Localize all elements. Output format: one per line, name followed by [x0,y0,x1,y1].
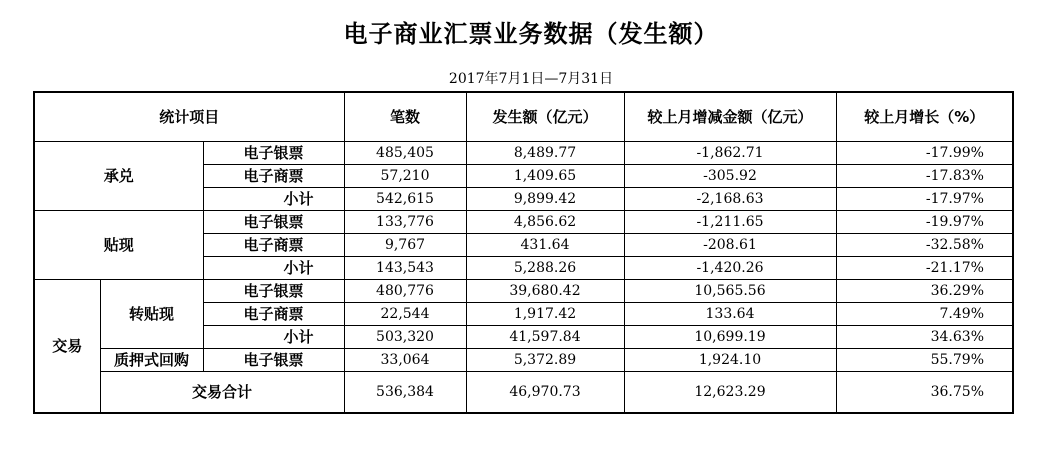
cell-amount: 39,680.42 [466,280,624,303]
cell-count: 480,776 [344,280,466,303]
cell-growth: 34.63% [836,326,1013,349]
header-count: 笔数 [344,92,466,142]
group-rediscount: 转贴现 [100,280,203,349]
date-range: 2017年7月1日—7月31日 [448,71,614,87]
cell-change: 10,699.19 [624,326,836,349]
cell-count: 536,384 [344,372,466,414]
cell-change: 133.64 [624,303,836,326]
data-table [33,91,1014,414]
cell-count: 133,776 [344,211,466,234]
cell-change: -305.92 [624,165,836,188]
header-row [34,92,1013,142]
header-amount: 发生额（亿元） [466,92,624,142]
table-row [34,349,1013,372]
cell-amount: 41,597.84 [466,326,624,349]
cell-change: 10,565.56 [624,280,836,303]
cell-growth: -32.58% [836,234,1013,257]
cell-change: -2,168.63 [624,188,836,211]
cell-count: 485,405 [344,142,466,165]
cell-change: -208.61 [624,234,836,257]
cell-growth: 7.49% [836,303,1013,326]
table-row [34,280,1013,303]
cell-growth: -17.97% [836,188,1013,211]
cell-count: 542,615 [344,188,466,211]
cell-growth: -17.99% [836,142,1013,165]
item-label: 电子银票 [203,142,344,165]
cell-change: -1,211.65 [624,211,836,234]
cell-count: 33,064 [344,349,466,372]
item-label: 电子商票 [203,234,344,257]
item-label: 小计 [203,326,344,349]
cell-amount: 46,970.73 [466,372,624,414]
item-label: 电子银票 [203,211,344,234]
group-trade: 交易 [34,280,100,414]
group-repo: 质押式回购 [100,349,203,372]
cell-amount: 8,489.77 [466,142,624,165]
item-label: 电子商票 [203,303,344,326]
cell-count: 57,210 [344,165,466,188]
table-row [34,372,1013,414]
cell-change: -1,862.71 [624,142,836,165]
cell-growth: -21.17% [836,257,1013,280]
cell-growth: 36.29% [836,280,1013,303]
group-discount: 贴现 [34,211,203,280]
cell-change: 1,924.10 [624,349,836,372]
trade-total-label: 交易合计 [100,372,344,414]
item-label: 小计 [203,188,344,211]
cell-change: -1,420.26 [624,257,836,280]
item-label: 电子银票 [203,280,344,303]
cell-growth: 55.79% [836,349,1013,372]
cell-count: 22,544 [344,303,466,326]
item-label: 小计 [203,257,344,280]
cell-amount: 4,856.62 [466,211,624,234]
header-mom-growth: 较上月增长（%） [836,92,1013,142]
cell-amount: 1,917.42 [466,303,624,326]
table-row [34,142,1013,165]
header-item: 统计项目 [34,92,344,142]
group-acceptance: 承兑 [34,142,203,211]
cell-change: 12,623.29 [624,372,836,414]
cell-growth: 36.75% [836,372,1013,414]
cell-count: 503,320 [344,326,466,349]
page-title: 电子商业汇票业务数据（发生额） [343,20,719,48]
cell-amount: 5,372.89 [466,349,624,372]
cell-growth: -19.97% [836,211,1013,234]
cell-growth: -17.83% [836,165,1013,188]
cell-amount: 9,899.42 [466,188,624,211]
cell-amount: 5,288.26 [466,257,624,280]
header-mom-change: 较上月增减金额（亿元） [624,92,836,142]
table-row [34,211,1013,234]
cell-amount: 431.64 [466,234,624,257]
cell-amount: 1,409.65 [466,165,624,188]
item-label: 电子银票 [203,349,344,372]
cell-count: 143,543 [344,257,466,280]
item-label: 电子商票 [203,165,344,188]
cell-count: 9,767 [344,234,466,257]
